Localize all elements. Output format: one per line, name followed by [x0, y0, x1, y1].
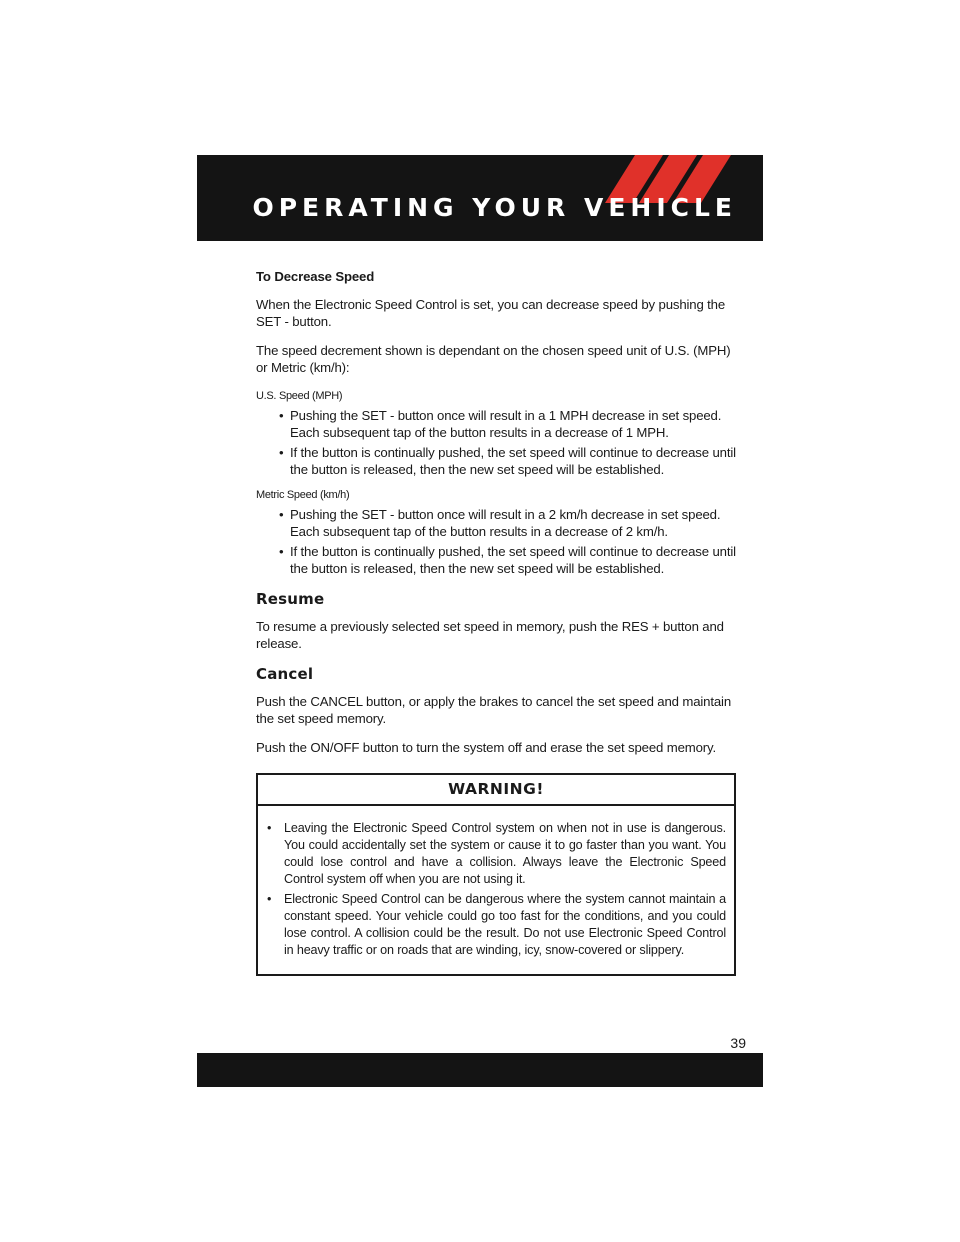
decrease-speed-heading: To Decrease Speed — [256, 269, 375, 284]
page-number: 39 — [730, 1035, 746, 1051]
list-item: • Electronic Speed Control can be dangerous where the system cannot maintain a constant speed. Your vehicle could go too fast for the conditions, and you could lose control. A collision could be the result. Do not use Electronic Speed Control in heavy traffic or on roads that are winding, icy, snow-covered or slippery. — [284, 891, 726, 959]
footer-bar — [197, 1053, 763, 1087]
warning-list — [258, 820, 726, 959]
list-item: • If the button is continually pushed, the set speed will continue to decrease until the button is released, then the new set speed will be established. — [290, 444, 736, 478]
cancel-heading: Cancel — [256, 665, 314, 683]
us-speed-label: U.S. Speed (MPH) — [256, 390, 343, 402]
on-off-text: Push the ON/OFF button to turn the system off and erase the set speed memory. — [256, 740, 717, 755]
cancel-text: Push the CANCEL button, or apply the brakes to cancel the set speed and maintain the set speed memory. — [256, 694, 732, 726]
list-item: • If the button is continually pushed, the set speed will continue to decrease until the button is released, then the new set speed will be established. — [290, 543, 736, 577]
decrement-explanation: The speed decrement shown is dependant on the chosen speed unit of U.S. (MPH) or Metric (km/h): — [256, 343, 731, 375]
metric-speed-list — [256, 506, 736, 577]
list-item: • Leaving the Electronic Speed Control system on when not in use is dangerous. You could accidentally set the system or cause it to go faster than you want. You could lose control and have a collision. Always leave the Electronic Speed Control system off when you are not using it. — [284, 820, 726, 888]
section-title: OPERATING YOUR VEHICLE — [252, 193, 737, 222]
warning-title: WARNING! — [258, 775, 734, 806]
metric-speed-label: Metric Speed (km/h) — [256, 489, 350, 501]
resume-heading: Resume — [256, 590, 325, 608]
us-speed-list — [256, 407, 736, 478]
list-item: • Pushing the SET - button once will result in a 2 km/h decrease in set speed. Each subsequent tap of the button results in a decrease of 2 km/h. — [290, 506, 736, 540]
resume-text: To resume a previously selected set speed in memory, push the RES + button and release. — [256, 619, 724, 651]
list-item: • Pushing the SET - button once will result in a 1 MPH decrease in set speed. Each subsequent tap of the button results in a decrease of 1 MPH. — [290, 407, 736, 441]
section-header-bar — [197, 155, 763, 241]
decrease-intro: When the Electronic Speed Control is set, you can decrease speed by pushing the SET - button. — [256, 297, 726, 329]
warning-box — [256, 773, 736, 976]
page-content — [256, 268, 736, 976]
